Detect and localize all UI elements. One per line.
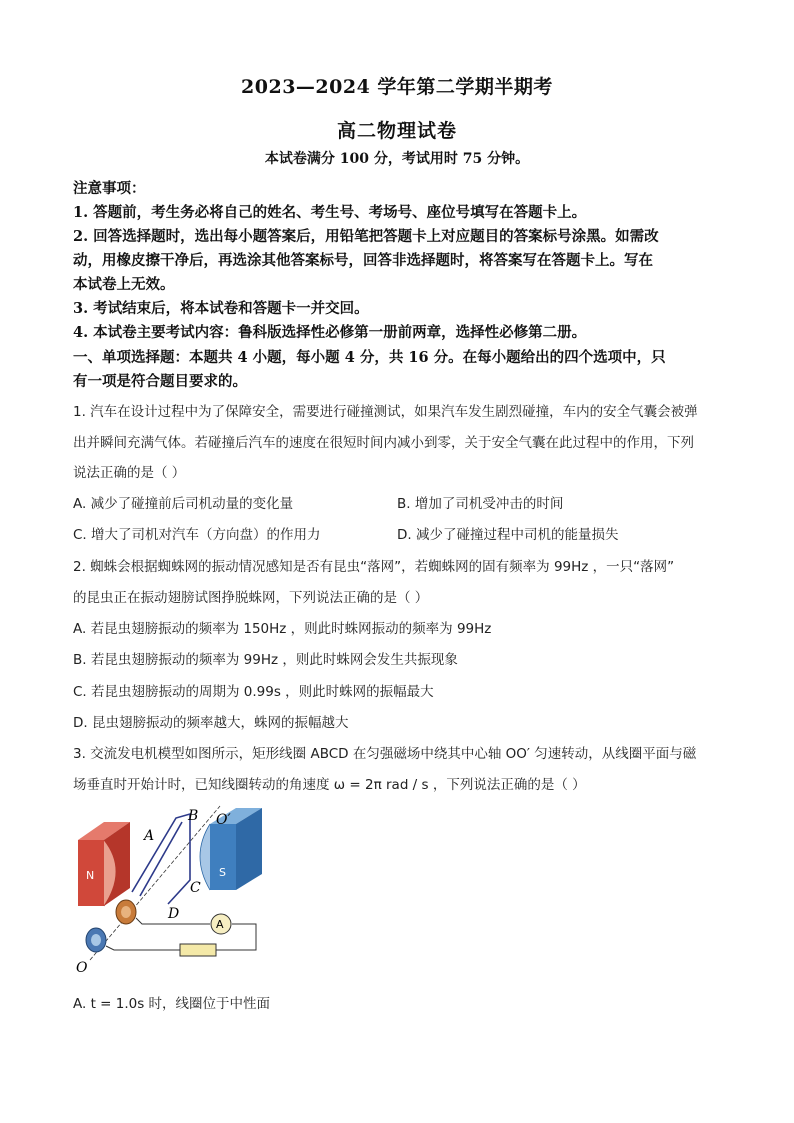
question-3-text: 场垂直时开始计时，已知线圈转动的角速度 ω = 2π rad / s ，下列说法正确的是（ ） <box>73 777 586 793</box>
question-2-text: 的昆虫正在振动翅膀试图挣脱蛛网，下列说法正确的是（ ） <box>73 590 429 606</box>
question-1-text: 说法正确的是（ ） <box>73 465 186 481</box>
label-b: B <box>188 808 199 824</box>
slip-rings <box>86 900 136 952</box>
rectangular-coil <box>132 814 190 904</box>
exam-subject-title: 高二物理试卷 <box>336 120 457 142</box>
question-1-text: 1. 汽车在设计过程中为了保障安全，需要进行碰撞测试，如果汽车发生剧烈碰撞，车内的安全气囊会被弹 <box>73 404 698 420</box>
notice-item: 4. 本试卷主要考试内容：鲁科版选择性必修第一册前两章，选择性必修第二册。 <box>73 324 587 341</box>
label-n: N <box>86 869 95 882</box>
exam-title: 2023—2024 学年第二学期半期考 <box>241 76 553 98</box>
question-1-option-c: C. 增大了司机对汽车（方向盘）的作用力 <box>73 527 321 543</box>
question-1-option-b: B. 增加了司机受冲击的时间 <box>397 496 564 512</box>
notice-item: 1. 答题前，考生务必将自己的姓名、考生号、考场号、座位号填写在答题卡上。 <box>73 204 587 221</box>
label-o: O <box>76 960 88 976</box>
label-s: S <box>219 866 226 879</box>
label-d: D <box>168 906 180 922</box>
label-c: C <box>190 880 201 896</box>
question-2-option-d: D. 昆虫翅膀振动的频率越大，蛛网的振幅越大 <box>73 715 349 731</box>
north-magnet <box>78 822 130 906</box>
ammeter-label: A <box>216 918 224 931</box>
question-3-text: 3. 交流发电机模型如图所示，矩形线圈 ABCD 在匀强磁场中绕其中心轴 OO′ 匀速转动，从线圈平面与磁 <box>73 746 697 762</box>
label-o-prime: O′ <box>216 812 231 828</box>
label-a: A <box>144 828 155 844</box>
question-2-option-b: B. 若昆虫翅膀振动的频率为 99Hz ，则此时蛛网会发生共振现象 <box>73 652 458 668</box>
notice-item: 本试卷上无效。 <box>73 276 175 293</box>
notice-item: 动，用橡皮擦干净后，再选涂其他答案标号，回答非选择题时，将答案写在答题卡上。写在 <box>73 252 653 269</box>
question-2-option-c: C. 若昆虫翅膀振动的周期为 0.99s ，则此时蛛网的振幅最大 <box>73 684 434 700</box>
section-heading: 有一项是符合题目要求的。 <box>73 373 247 390</box>
resistor <box>180 944 216 956</box>
question-1-option-d: D. 减少了碰撞过程中司机的能量损失 <box>397 527 619 543</box>
section-heading: 一、单项选择题：本题共 4 小题，每小题 4 分，共 16 分。在每小题给出的四个选项中，只 <box>73 349 666 366</box>
ac-generator-figure <box>70 800 270 980</box>
question-3-option-a: A. t = 1.0s 时，线圈位于中性面 <box>73 996 271 1012</box>
question-2-text: 2. 蜘蛛会根据蜘蛛网的振动情况感知是否有昆虫“落网”，若蜘蛛网的固有频率为 99Hz ，一只“落网” <box>73 559 675 575</box>
question-1-text: 出并瞬间充满气体。若碰撞后汽车的速度在很短时间内减小到零，关于安全气囊在此过程中的作用，下列 <box>73 435 694 451</box>
exam-info: 本试卷满分 100 分，考试用时 75 分钟。 <box>264 151 530 167</box>
question-2-option-a: A. 若昆虫翅膀振动的频率为 150Hz ，则此时蛛网振动的频率为 99Hz <box>73 621 492 637</box>
notice-item: 2. 回答选择题时，选出每小题答案后，用铅笔把答题卡上对应题目的答案标号涂黑。如需改 <box>73 228 659 245</box>
notice-heading: 注意事项： <box>73 180 146 197</box>
question-1-option-a: A. 减少了碰撞前后司机动量的变化量 <box>73 496 294 512</box>
notice-item: 3. 考试结束后，将本试卷和答题卡一并交回。 <box>73 300 369 317</box>
south-magnet <box>200 808 262 890</box>
